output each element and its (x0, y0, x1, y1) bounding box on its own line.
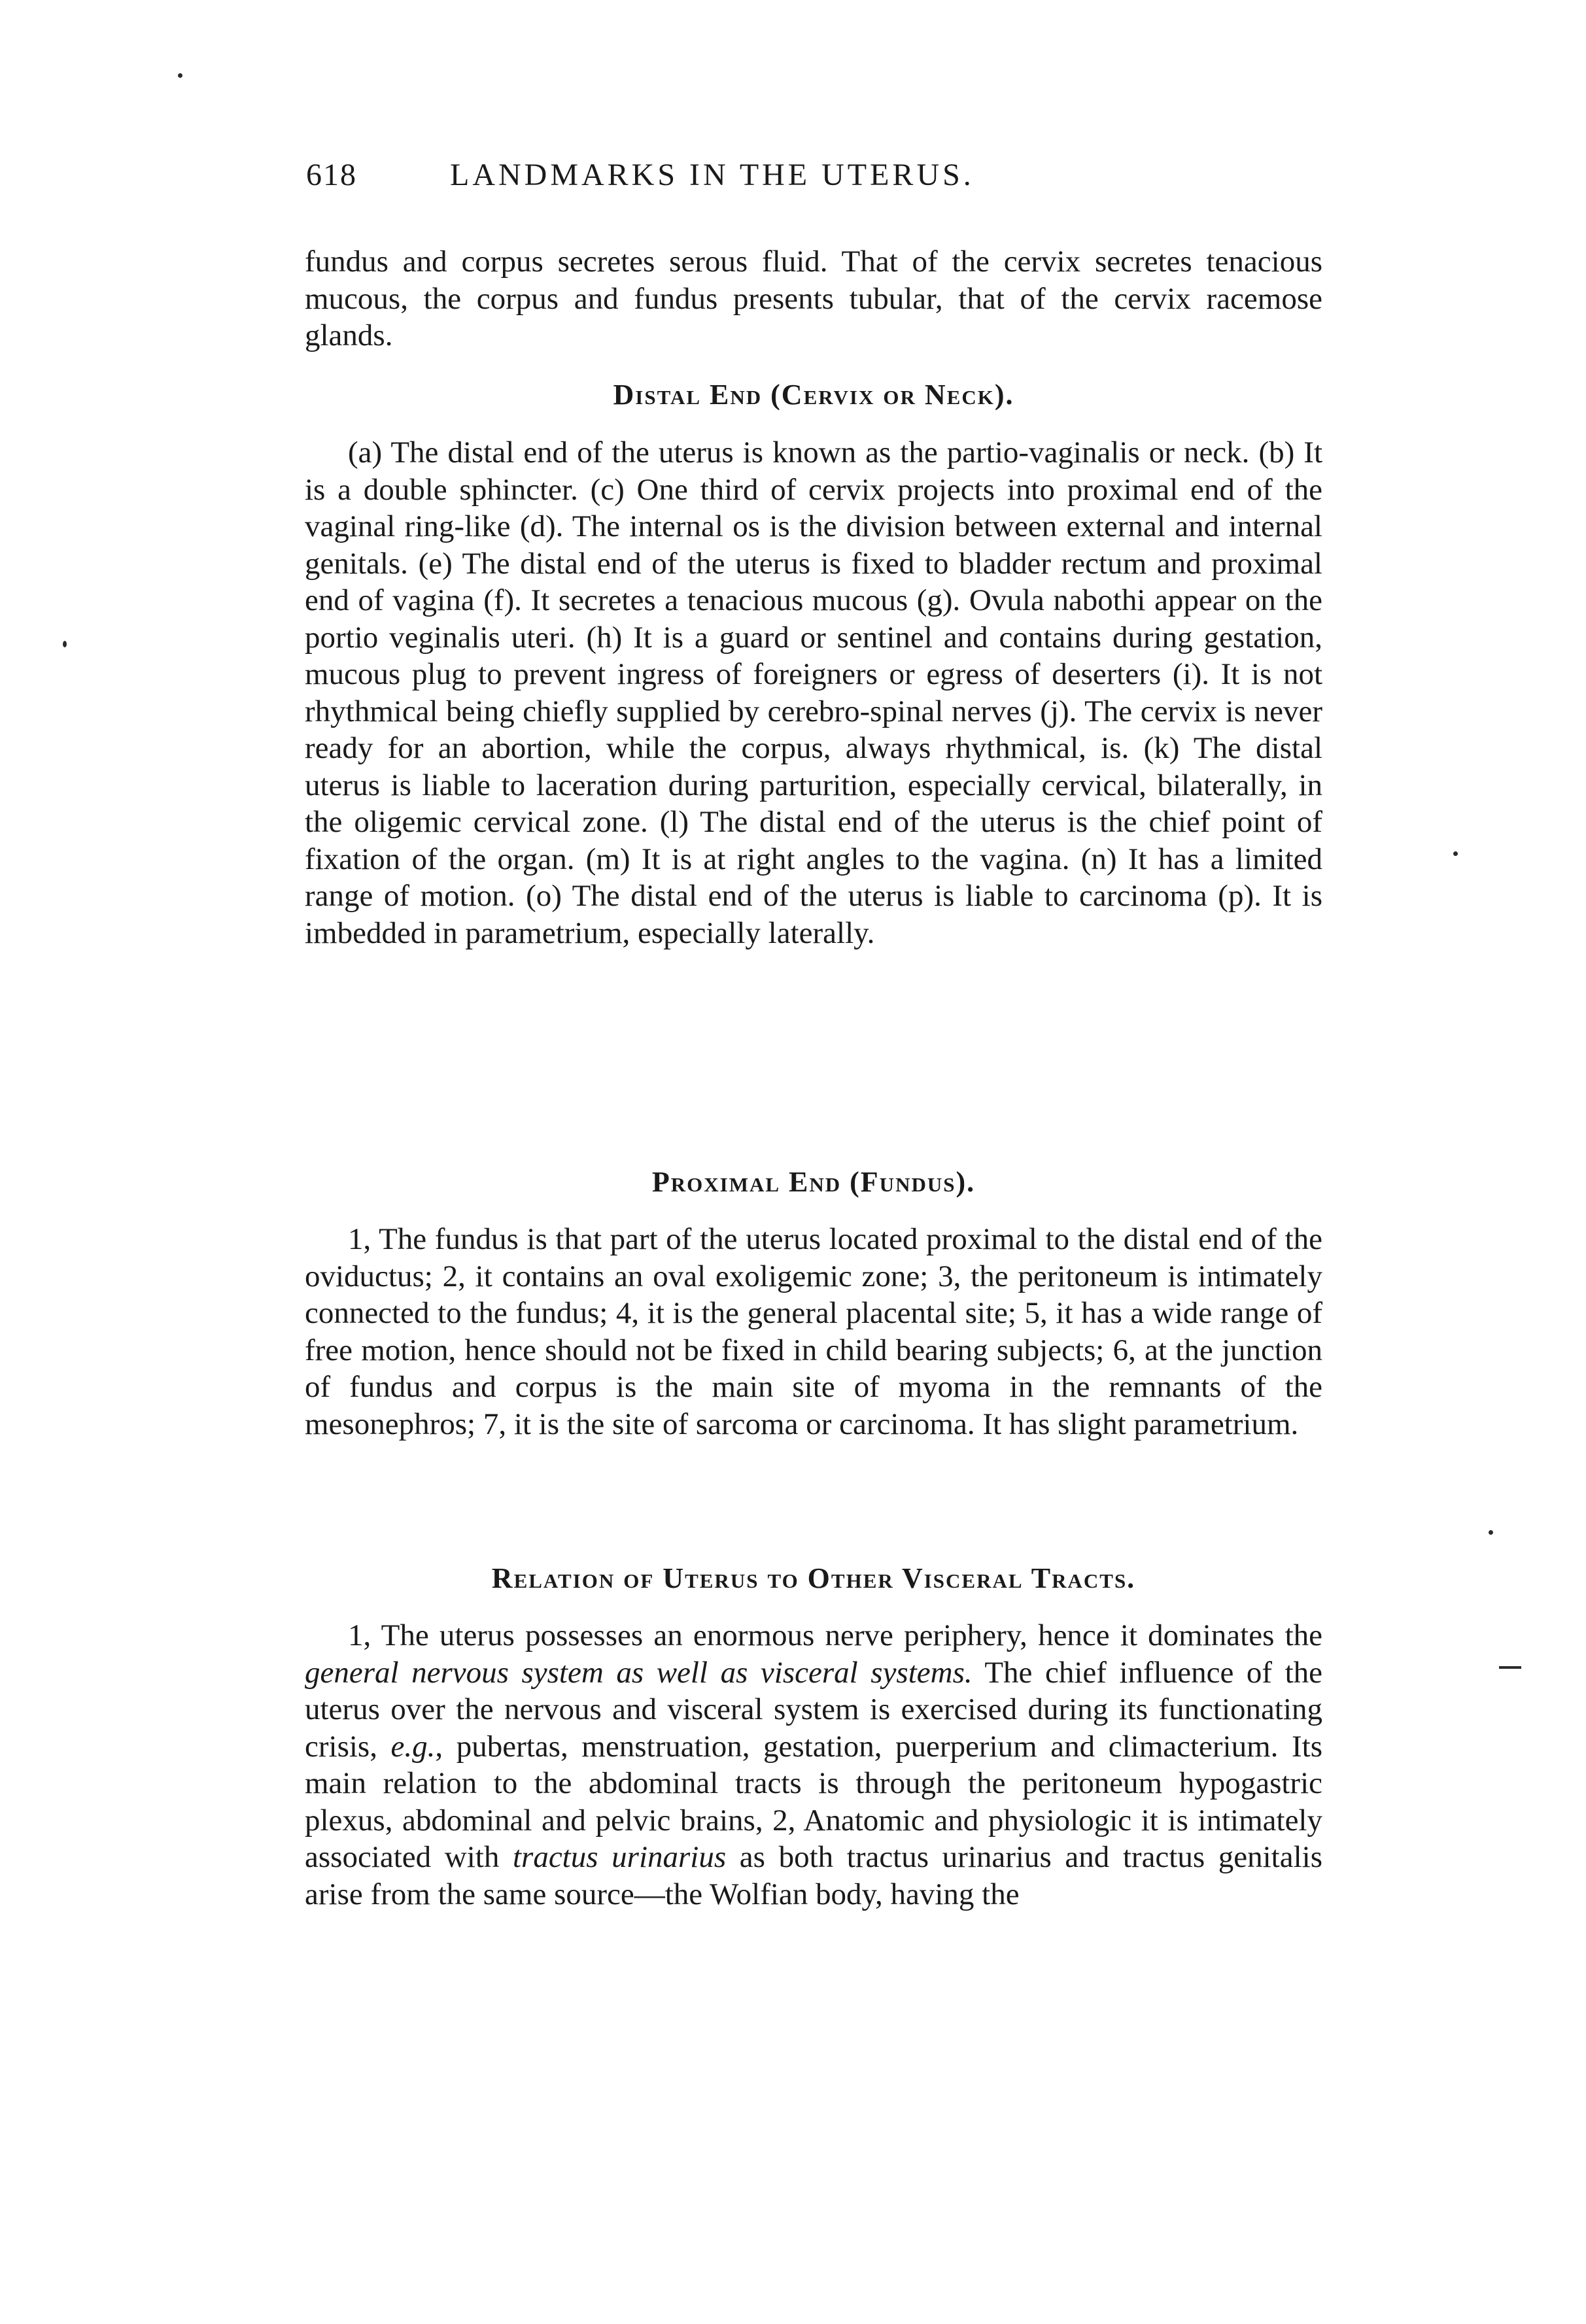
section-heading-relation: Relation of Uterus to Other Visceral Tracts. (491, 1562, 1136, 1594)
section-heading-proximal-end: Proximal End (Fundus). (651, 1166, 976, 1198)
running-title: LANDMARKS IN THE UTERUS. (450, 158, 974, 192)
relation-text-3: , pubertas, menstruation, gestation, puerperium and climacterium. Its main relation to the abdominal tracts is through the peritoneum hypogastric plexus, abdominal and pelvic brains, 2, Anatomic and physiologic it is intimately associated with (305, 1729, 1322, 1874)
scan-speck (1453, 851, 1458, 856)
relation-text-4: as both tractus urinarius and tractus genitalis arise from the same source—the Wolfian body, having the (305, 1840, 1323, 1911)
relation-emphasis-3: tractus urinarius (512, 1840, 727, 1874)
scan-speck (63, 641, 67, 647)
section-heading-distal-end: Distal End (Cervix or Neck). (613, 379, 1014, 411)
relation-emphasis-2: e.g. (390, 1729, 436, 1764)
intro-paragraph: fundus and corpus secretes serous fluid. That of the cervix secretes tenacious mucous, the corpus and fundus presents tubular, that of the cervix racemose glands. (305, 245, 1322, 352)
relation-emphasis-1: general nervous system as well as visceral systems. (305, 1655, 973, 1690)
running-head (306, 157, 1326, 203)
page-number: 618 (306, 158, 357, 192)
margin-mark (1499, 1666, 1521, 1669)
scan-speck (1489, 1530, 1493, 1535)
scan-speck (178, 73, 182, 78)
relation-text-2: The chief influence of the uterus over the nervous and visceral system is exercised during its functionating crisis, (305, 1655, 1322, 1764)
relation-paragraph (305, 1617, 1322, 1913)
distal-end-paragraph: (a) The distal end of the uterus is known as the partio-vaginalis or neck. (b) It is a double sphincter. (c) One third of cervix projects into proximal end of the vaginal ring-like (d). The internal os is the division between external and internal genitals. (e) The distal end of the uterus is fixed to bladder rectum and proximal end of vagina (f). It secretes a tenacious mucous (g). Ovula nabothi appear on the portio veginalis uteri. (h) It is a guard or sentinel and contains during gestation, mucous plug to prevent ingress of foreigners or egress of deserters (i). It is not rhythmical being chiefly supplied by cerebro-spinal nerves (j). The cervix is never ready for an abortion, while the corpus, always rhythmical, is. (k) The distal uterus is liable to laceration during parturition, especially cervical, bilaterally, in the oligemic cervical zone. (l) The distal end of the uterus is the chief point of fixation of the organ. (m) It is at right angles to the vagina. (n) It has a limited range of motion. (o) The distal end of the uterus is liable to carcinoma (p). It is imbedded in parametrium, especially laterally. (305, 436, 1322, 950)
relation-text-1: 1, The uterus possesses an enormous nerve periphery, hence it dominates the (348, 1618, 1322, 1652)
proximal-end-paragraph: 1, The fundus is that part of the uterus located proximal to the distal end of the oviductus; 2, it contains an oval exoligemic zone; 3, the peritoneum is intimately connected to the fundus; 4, it is the general placental site; 5, it has a wide range of free motion, hence should not be fixed in child bearing subjects; 6, at the junction of fundus and corpus is the main site of myoma in the remnants of the mesonephros; 7, it is the site of sarcoma or carcinoma. It has slight parametrium. (305, 1222, 1322, 1441)
